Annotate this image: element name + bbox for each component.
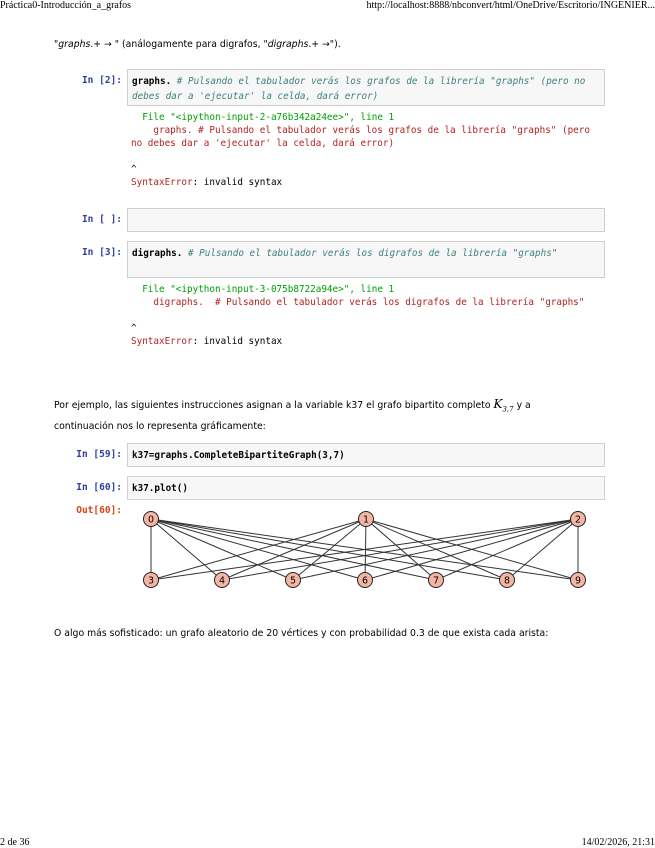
code-cell-2[interactable]: graphs. # Pulsando el tabulador verás los grafos de la librería "graphs" (pero no debes dar a 'ejecutar' la celda, dará error) xyxy=(127,69,605,106)
paragraph-random-graph: O algo más sofisticado: un grafo aleatorio de 20 vértices y con probabilidad 0.3 de que exista cada arista: xyxy=(54,628,549,639)
footer-datetime: 14/02/2026, 21:31 xyxy=(581,837,655,848)
prompt-out-60: Out[60]: xyxy=(76,505,122,516)
graph-vertex-label-1: 1 xyxy=(362,514,370,526)
code-cell-3[interactable]: digraphs. # Pulsando el tabulador verás los digrafos de la librería "graphs" xyxy=(127,241,605,278)
graph-edge-1-5 xyxy=(293,519,366,580)
paragraph-bipartite: Por ejemplo, las siguientes instrucciones asignan a la variable k37 el grafo bipartito completo $K_{3,7}$ y a continuación nos lo representa gráficamente: xyxy=(54,397,531,433)
prompt-in-3: In [3]: xyxy=(81,247,122,258)
graph-vertex-label-0: 0 xyxy=(147,514,155,526)
graph-vertex-label-7: 7 xyxy=(432,575,440,587)
graph-edge-0-4 xyxy=(151,519,222,580)
code-cell-59[interactable]: k37=graphs.CompleteBipartiteGraph(3,7) xyxy=(127,443,605,467)
graph-edge-0-5 xyxy=(151,519,293,580)
header-title: Práctica0-Introducción_a_grafos xyxy=(0,0,132,11)
graph-edge-2-8 xyxy=(507,519,578,580)
error-output-2: File "<ipython-input-2-a76b342a24ee>", line 1 graphs. # Pulsando el tabulador verás los grafos de la librería "graphs" (pero no debes dar a 'ejecutar' la celda, dará error) ^ SyntaxError: invalid syntax xyxy=(131,112,596,188)
graph-vertex-label-4: 4 xyxy=(218,575,226,587)
prompt-in-59: In [59]: xyxy=(76,449,122,460)
graph-vertex-label-9: 9 xyxy=(574,575,582,587)
prompt-in-2: In [2]: xyxy=(81,75,122,86)
graph-vertex-label-8: 8 xyxy=(503,575,511,587)
prompt-in-empty: In [ ]: xyxy=(81,214,122,225)
prompt-in-60: In [60]: xyxy=(76,482,122,493)
bipartite-graph-plot xyxy=(127,505,607,615)
graph-edge-2-7 xyxy=(436,519,578,580)
graph-edge-1-4 xyxy=(222,519,366,580)
header-url: http://localhost:8888/nbconvert/html/OneDrive/Escritorio/INGENIER... xyxy=(366,0,655,11)
graph-vertex-label-5: 5 xyxy=(289,575,297,587)
intro-line: "graphs.+ → " (análogamente para digrafos, "digraphs.+ →"). xyxy=(54,39,341,50)
graph-vertex-label-3: 3 xyxy=(147,575,155,587)
graph-edge-2-5 xyxy=(293,519,578,580)
graph-edge-2-4 xyxy=(222,519,578,580)
code-cell-empty[interactable] xyxy=(127,208,605,232)
error-output-3: File "<ipython-input-3-075b8722a94e>", line 1 digraphs. # Pulsando el tabulador verás los digrafos de la librería "graphs" ^ SyntaxError: invalid syntax xyxy=(131,284,585,347)
math-k37: $K_{3,7}$ xyxy=(493,397,514,414)
graph-vertex-label-6: 6 xyxy=(361,575,369,587)
footer-page: 2 de 36 xyxy=(0,837,30,848)
graph-vertex-label-2: 2 xyxy=(574,514,582,526)
code-cell-60[interactable]: k37.plot() xyxy=(127,476,605,500)
